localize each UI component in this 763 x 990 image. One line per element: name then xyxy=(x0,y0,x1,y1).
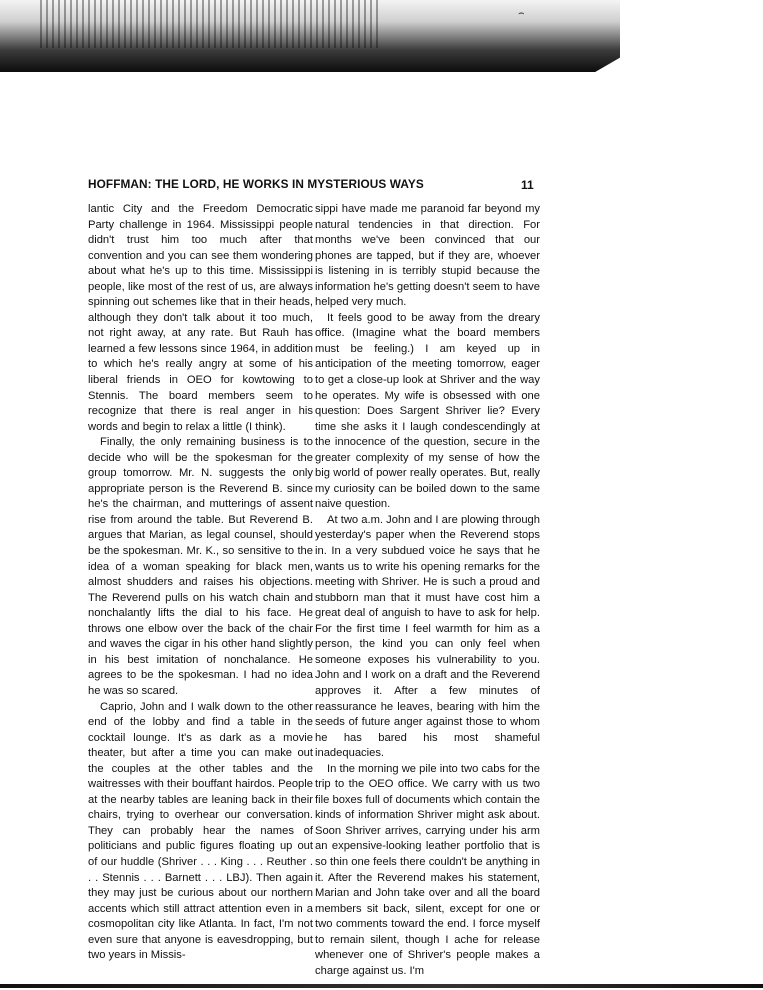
paragraph: In the morning we pile into two cabs for the trip to the OEO office. We carry with us two file boxes full of documents which contain the kinds of information Shriver might ask about. Soon Shriver arrives, carrying under his arm an expensive-looking leather portfolio that is so thin one feels there couldn't be anything in it. After the Reverend makes his statement, Marian and John take over and all the board members sit back, silent, except for one or two comments toward the end. I force myself to remain silent, though I ache for release whenever one of Shriver's people makes a charge against us. I'm xyxy=(315,762,540,977)
paragraph: It feels good to be away from the dreary office. (Imagine what the board members must be feeling.) I am keyed up in anticipation of the meeting tomorrow, eager to get a close-up look at Shriver and the way he operates. My wife is obsessed with one question: Does Sargent Shriver lie? Every time she asks it I laugh condescendingly at the innocence of the question, secure in the greater complexity of my sense of how the big world of power really operates. But, really my curiosity can be boiled down to the same naive question. xyxy=(315,311,540,511)
running-head: HOFFMAN: THE LORD, HE WORKS IN MYSTERIOUS WAYS xyxy=(88,177,424,191)
scan-shadow-top xyxy=(0,0,620,72)
paragraph: At two a.m. John and I are plowing through yesterday's paper when the Reverend stops in. In a very subdued voice he says that he wants us to write his opening remarks for the meeting with Shriver. He is such a proud and stubborn man that it must have cost him a great deal of anguish to have to ask for help. For the first time I feel warmth for him as a person, the kind you can only feel when someone exposes his vulnerability to you. John and I work on a draft and the Reverend approves it. After a few minutes of reassurance he leaves, bearing with him the seeds of future anger against those to whom he has bared his most shameful inadequacies. xyxy=(315,513,540,760)
paragraph: Finally, the only remaining business is to decide who will be the spokesman for the group tomorrow. Mr. N. suggests the only appropriate person is the Reverend B. since he's the chairman, and mutterings of assent rise from around the table. But Reverend B. argues that Marian, as legal counsel, should be the spokesman. Mr. K., so sensitive to the idea of a woman speaking for black men, almost shudders and raises his objections. The Reverend pulls on his watch chain and nonchalantly lifts the dial to his face. He throws one elbow over the back of the chair and waves the cigar in his other hand slightly in his best imitation of nonchalance. He agrees to be the spokesman. I had no idea he was so scared. xyxy=(88,436,313,697)
left-column xyxy=(88,202,313,964)
page-number: 11 xyxy=(521,178,534,192)
scan-mark: ⌢ xyxy=(518,8,525,19)
paragraph: Caprio, John and I walk down to the other end of the lobby and find a table in the cocktail lounge. It's as dark as a movie theater, but after a time you can make out the couples at the other tables and the waitresses with their bouffant hairdos. People at the nearby tables are leaning back in their chairs, trying to overhear our conversation. They can probably hear the names of politicians and public figures floating up out of our huddle (Shriver . . . King . . . Reuther . . . Stennis . . . Barnett . . . LBJ). Then again they may just be curious about our northern accents which still attract attention even in a cosmopolitan city like Atlanta. In fact, I'm not even sure that anyone is eavesdropping, but two years in Missis- xyxy=(88,700,313,962)
paragraph: sippi have made me paranoid far beyond my natural tendencies in that direction. For months we've been convinced that our phones are tapped, but if they are, whoever is listening in is terribly stupid because the information he's getting doesn't seem to have helped very much. xyxy=(315,203,540,309)
scan-shadow-bottom xyxy=(0,984,763,988)
right-column xyxy=(315,202,540,979)
paragraph: lantic City and the Freedom Democratic Party challenge in 1964. Mississippi people didn't trust him too much after that convention and you can see them wondering about what he's up to this time. Mississippi people, like most of the rest of us, are always spinning out schemes like that in their heads, although they don't talk about it too much, not right away, at any rate. But Rauh has learned a few lessons since 1964, in addition to which he's really angry at some of his liberal friends in OEO for kowtowing to Stennis. The board members seem to recognize that there is real anger in his words and begin to relax a little (I think). xyxy=(88,203,313,433)
